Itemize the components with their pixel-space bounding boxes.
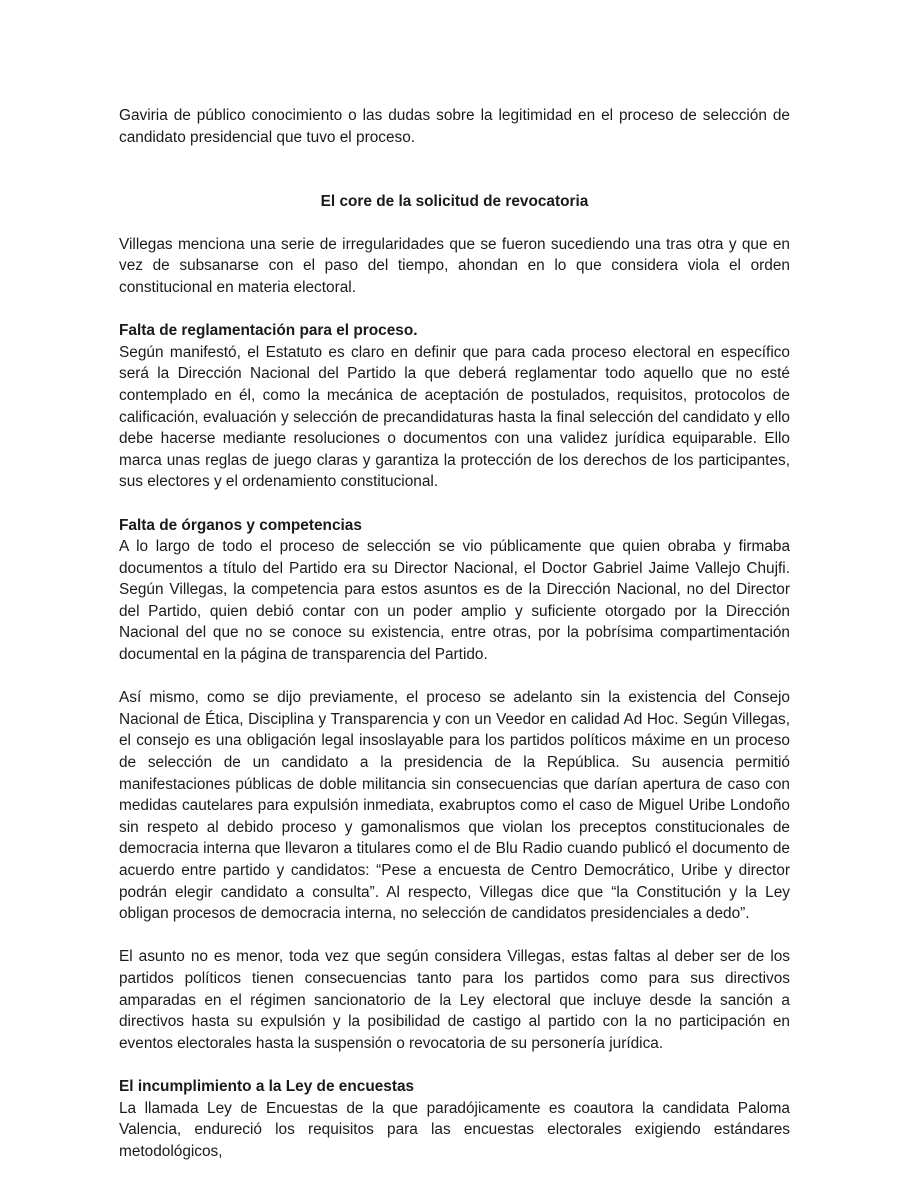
intro-paragraph: Gaviria de público conocimiento o las dudas sobre la legitimidad en el proceso de selección de candidato presidencial que tuvo el proceso. [119, 107, 790, 146]
paragraph-reglamentacion: Según manifestó, el Estatuto es claro en definir que para cada proceso electoral en específico será la Dirección Nacional del Partido la que deberá reglamentar todo aquello que no esté contemplado en él, como la mecánica de aceptación de postulados, requisitos, protocolos de calificación, evaluación y selección de precandidaturas hasta la final selección del candidato y ello debe hacerse mediante resoluciones o documentos con una validez jurídica equiparable. Ello marca unas reglas de juego claras y garantiza la protección de los derechos de los participantes, sus electores y el ordenamiento constitucional. [119, 343, 790, 491]
subheading-ley-encuestas: El incumplimiento a la Ley de encuestas [119, 1077, 415, 1095]
document-page [119, 105, 790, 1162]
paragraph-organos-3: El asunto no es menor, toda vez que según considera Villegas, estas faltas al deber ser de los partidos políticos tienen consecuencias tanto para los partidos como para sus directivos amparadas en el régimen sancionatorio de la Ley electoral que incluye desde la sanción a directivos hasta su expulsión y la posibilidad de castigo al partido con la no participación en eventos electorales hasta la suspensión o revocatoria de su personería jurídica. [119, 948, 790, 1052]
paragraph-organos-2: Así mismo, como se dijo previamente, el proceso se adelanto sin la existencia del Consejo Nacional de Ética, Disciplina y Transparencia y con un Veedor en calidad Ad Hoc. Según Villegas, el consejo es una obligación legal insoslayable para los partidos políticos máxime en un proceso de selección de un candidato a la presidencia de la República. Su ausencia permitió manifestaciones públicas de doble militancia sin consecuencias que darían apertura de caso con medidas cautelares para expulsión inmediata, exabruptos como el caso de Miguel Uribe Londoño sin respeto al debido proceso y gamonalismos que violan los preceptos constitucionales de democracia interna que llevaron a titulares como el de Blu Radio cuando publicó el documento de acuerdo entre partido y candidatos: “Pese a encuesta de Centro Democrático, Uribe y director podrán elegir candidato a consulta”. Al respecto, Villegas dice que “la Constitución y la Ley obligan procesos de democracia interna, no selección de candidatos presidenciales a dedo”. [119, 689, 790, 923]
paragraph-organos-1: A lo largo de todo el proceso de selección se vio públicamente que quien obraba y firmaba documentos a título del Partido era su Director Nacional, el Doctor Gabriel Jaime Vallejo Chujfi. Según Villegas, la competencia para estos asuntos es de la Dirección Nacional, no del Director del Partido, quien debió contar con un poder amplio y suficiente otorgado por la Dirección Nacional del que no se conoce su existencia, entre otras, por la pobrísima compartimentación documental en la página de transparencia del Partido. [119, 538, 790, 664]
subheading-falta-reglamentacion: Falta de reglamentación para el proceso. [119, 322, 418, 340]
paragraph-encuestas: La llamada Ley de Encuestas de la que paradójicamente es coautora la candidata Paloma Valencia, endureció los requisitos para las encuestas electorales exigiendo estándares metodológicos, [119, 1099, 790, 1160]
section-intro-paragraph: Villegas menciona una serie de irregularidades que se fueron sucediendo una tras otra y que en vez de subsanarse con el paso del tiempo, ahondan en lo que considera viola el orden constitucional en materia electoral. [119, 235, 790, 296]
section-title: El core de la solicitud de revocatoria [320, 193, 589, 211]
subheading-falta-organos: Falta de órganos y competencias [119, 516, 362, 534]
